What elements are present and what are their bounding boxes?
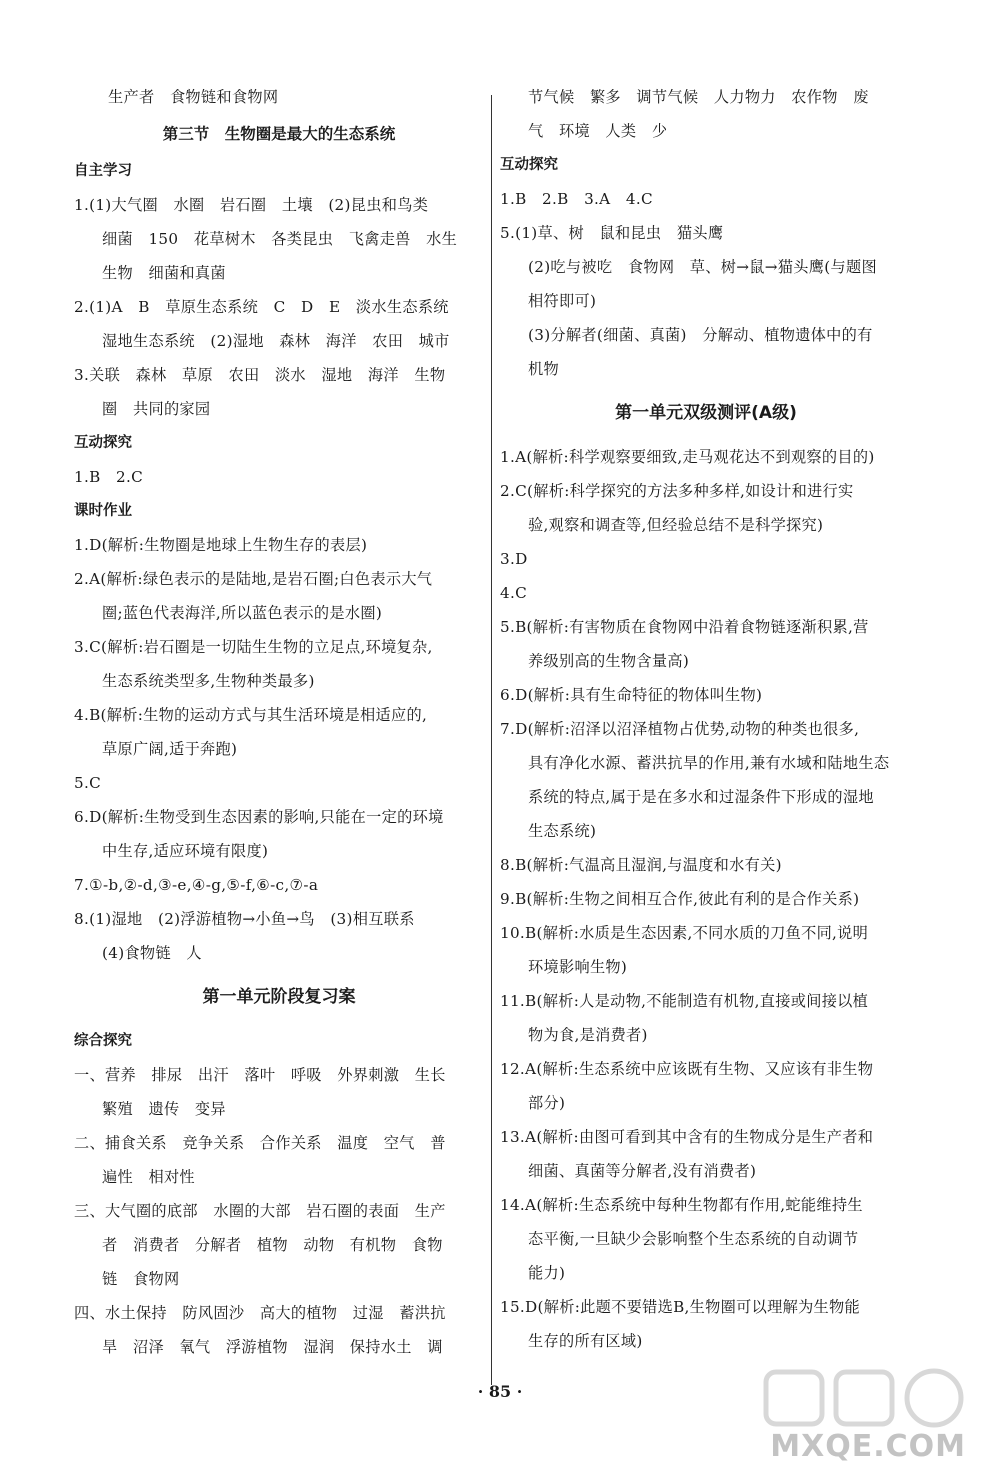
text-line-continued: 繁殖 遗传 变异 — [102, 1100, 226, 1118]
text-line-continued: 养级别高的生物含量高) — [528, 652, 690, 670]
section-heading: 互动探究 — [74, 435, 132, 451]
text-line: 15.D(解析:此题不要错选B,生物圈可以理解为生物能 — [500, 1298, 861, 1316]
column-divider — [491, 95, 492, 1385]
unit-title: 第一单元双级测评(A级) — [615, 403, 797, 423]
text-line-continued: 环境影响生物) — [528, 958, 628, 976]
text-line: 4.C — [500, 584, 528, 602]
text-line-continued: 细菌 150 花草树木 各类昆虫 飞禽走兽 水生 — [102, 230, 458, 248]
text-line: 生产者 食物链和食物网 — [108, 88, 279, 106]
text-line: 6.D(解析:具有生命特征的物体叫生物) — [500, 686, 763, 704]
text-line-continued: 湿地生态系统 (2)湿地 森林 海洋 农田 城市 — [102, 332, 450, 350]
text-line: 1.B 2.C — [74, 468, 144, 486]
text-line: 3.C(解析:岩石圈是一切陆生生物的立足点,环境复杂, — [74, 638, 433, 656]
text-line-continued: 生态系统) — [528, 822, 597, 840]
text-line: 1.D(解析:生物圈是地球上生物生存的表层) — [74, 536, 368, 554]
left-column — [74, 80, 484, 1364]
text-line-continued: 态平衡,一旦缺少会影响整个生态系统的自动调节 — [528, 1230, 859, 1248]
text-line-continued: 能力) — [528, 1264, 566, 1282]
section-heading: 课时作业 — [74, 503, 132, 519]
text-line-continued: 圈;蓝色代表海洋,所以蓝色表示的是水圈) — [102, 604, 383, 622]
text-line: 3.关联 森林 草原 农田 淡水 湿地 海洋 生物 — [74, 366, 446, 384]
section-heading: 综合探究 — [74, 1033, 132, 1049]
text-line: 1.(1)大气圈 水圈 岩石圈 土壤 (2)昆虫和鸟类 — [74, 196, 429, 214]
text-line: 9.B(解析:生物之间相互合作,彼此有利的是合作关系) — [500, 890, 860, 908]
text-line: 10.B(解析:水质是生态因素,不同水质的刀鱼不同,说明 — [500, 924, 869, 942]
text-line-continued: 链 食物网 — [102, 1270, 180, 1288]
text-line: 13.A(解析:由图可看到其中含有的生物成分是生产者和 — [500, 1128, 874, 1146]
text-line: 11.B(解析:人是动物,不能制造有机物,直接或间接以植 — [500, 992, 869, 1010]
watermark-text: MXQE.COM — [770, 1429, 966, 1464]
text-line-continued: 遍性 相对性 — [102, 1168, 195, 1186]
text-line: 6.D(解析:生物受到生态因素的影响,只能在一定的环境 — [74, 808, 444, 826]
text-line-continued: 系统的特点,属于是在多水和过湿条件下形成的湿地 — [528, 788, 874, 806]
text-line: 7.①-b,②-d,③-e,④-g,⑤-f,⑥-c,⑦-a — [74, 876, 319, 894]
text-line: 2.C(解析:科学探究的方法多种多样,如设计和进行实 — [500, 482, 854, 500]
text-line: 2.(1)A B 草原生态系统 C D E 淡水生态系统 — [74, 298, 449, 316]
text-line: 一、营养 排尿 出汗 落叶 呼吸 外界刺激 生长 — [74, 1066, 446, 1084]
text-line: 二、捕食关系 竞争关系 合作关系 温度 空气 普 — [74, 1134, 446, 1152]
text-line: 8.(1)湿地 (2)浮游植物→小鱼→鸟 (3)相互联系 — [74, 910, 415, 928]
text-line: 四、水土保持 防风固沙 高大的植物 过湿 蓄洪抗 — [74, 1304, 446, 1322]
text-line: 14.A(解析:生态系统中每种生物都有作用,蛇能维持生 — [500, 1196, 863, 1214]
text-line-continued: 相符即可) — [528, 292, 597, 310]
text-line-continued: 草原广阔,适于奔跑) — [102, 740, 238, 758]
text-line: 三、大气圈的底部 水圈的大部 岩石圈的表面 生产 — [74, 1202, 446, 1220]
text-line-continued: 生物 细菌和真菌 — [102, 264, 226, 282]
text-line: 2.A(解析:绿色表示的是陆地,是岩石圈;白色表示大气 — [74, 570, 433, 588]
text-line-continued: 机物 — [528, 360, 559, 378]
text-line-continued: 中生存,适应环境有限度) — [102, 842, 269, 860]
text-line-continued: 者 消费者 分解者 植物 动物 有机物 食物 — [102, 1236, 443, 1254]
text-line-continued: (2)吃与被吃 食物网 草、树→鼠→猫头鹰(与题图 — [528, 258, 877, 276]
text-line: 4.B(解析:生物的运动方式与其生活环境是相适应的, — [74, 706, 428, 724]
text-line: 1.A(解析:科学观察要细致,走马观花达不到观察的目的) — [500, 448, 875, 466]
text-line-continued: 生态系统类型多,生物种类最多) — [102, 672, 315, 690]
text-line: 3.D — [500, 550, 528, 568]
section-heading: 互动探究 — [500, 157, 558, 173]
text-line-continued: 物为食,是消费者) — [528, 1026, 648, 1044]
text-line-continued: (3)分解者(细菌、真菌) 分解动、植物遗体中的有 — [528, 326, 873, 344]
text-line-continued: 具有净化水源、蓄洪抗旱的作用,兼有水域和陆地生态 — [528, 754, 890, 772]
text-line: 8.B(解析:气温高且湿润,与温度和水有关) — [500, 856, 782, 874]
text-line-continued: 旱 沼泽 氧气 浮游植物 湿润 保持水土 调 — [102, 1338, 443, 1356]
text-line: 1.B 2.B 3.A 4.C — [500, 190, 653, 208]
unit-title: 第一单元阶段复习案 — [202, 987, 356, 1007]
text-line: 7.D(解析:沼泽以沼泽植物占优势,动物的种类也很多, — [500, 720, 860, 738]
text-line-continued: (4)食物链 人 — [102, 944, 202, 962]
text-line-continued: 节气候 繁多 调节气候 人力物力 农作物 废 — [528, 88, 869, 106]
text-line-continued: 验,观察和调查等,但经验总结不是科学探究) — [528, 516, 824, 534]
text-line-continued: 细菌、真菌等分解者,没有消费者) — [528, 1162, 757, 1180]
text-line: 5.(1)草、树 鼠和昆虫 猫头鹰 — [500, 224, 724, 242]
text-line-continued: 部分) — [528, 1094, 566, 1112]
right-column — [500, 80, 912, 1358]
text-line: 5.B(解析:有害物质在食物网中沿着食物链逐渐积累,营 — [500, 618, 869, 636]
text-line-continued: 气 环境 人类 少 — [528, 122, 668, 140]
text-line-continued: 生存的所有区域) — [528, 1332, 643, 1350]
page-number: · 85 · — [477, 1382, 523, 1401]
text-line: 12.A(解析:生态系统中应该既有生物、又应该有非生物 — [500, 1060, 874, 1078]
text-line: 5.C — [74, 774, 102, 792]
text-line-continued: 圈 共同的家园 — [102, 400, 211, 418]
section-title: 第三节 生物圈是最大的生态系统 — [162, 125, 396, 143]
section-heading: 自主学习 — [74, 163, 132, 179]
